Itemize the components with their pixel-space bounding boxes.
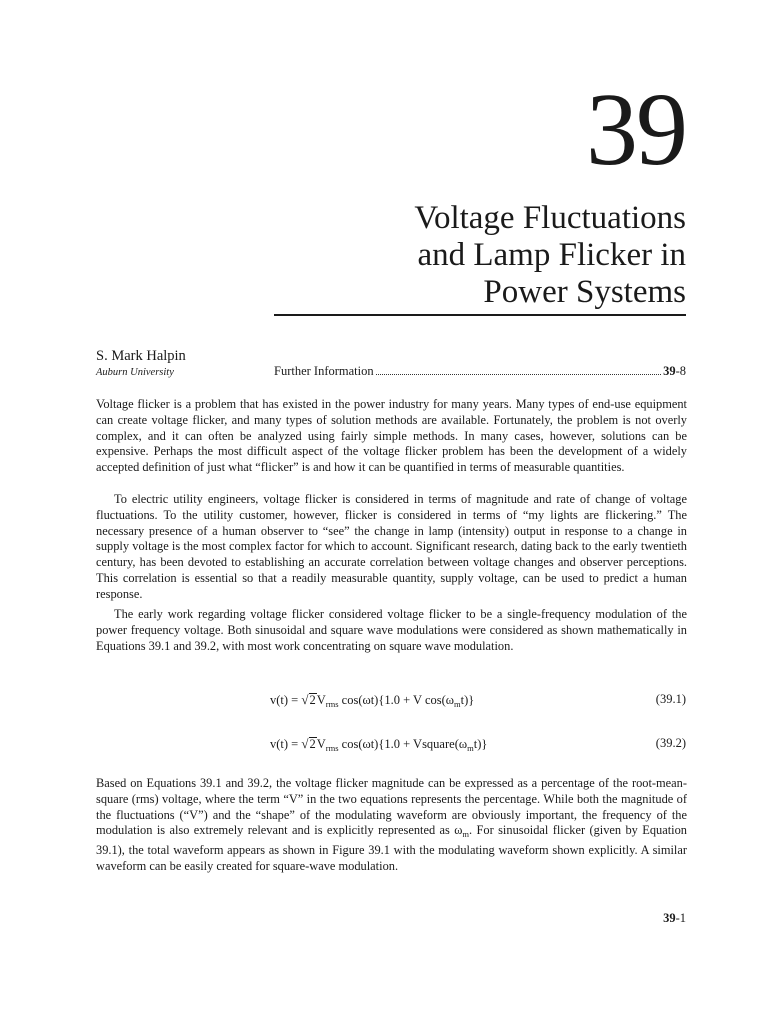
chapter-title (266, 200, 686, 311)
toc-entry-further-information[interactable] (274, 364, 686, 379)
toc-page-number: 39-8 (663, 364, 686, 378)
equation-number: (39.2) (655, 736, 686, 750)
title-rule (274, 314, 686, 316)
author-name: S. Mark Halpin (96, 348, 186, 364)
chapter-title-line: Power Systems (483, 274, 686, 310)
toc-leader (376, 374, 661, 375)
paragraph-flicker-magnitude: Based on Equations 39.1 and 39.2, the voltage flicker magnitude can be expressed as a percentage of the root-mean-square (rms) voltage, where the term “V” in the two equations represents the percentage. While both the magnitude of the fluctuations (“V”) and the “shape” of the modulating waveform are obviously important, the frequency of the modulation is also extremely relevant and is explicitly represented as $\omega_m$. For sinusoidal flicker (given by Equation 39.1), the total waveform appears as shown in Figure 39.1 with the modulating waveform shown explicitly. A similar waveform can be easily created for square-wave modulation. (96, 776, 687, 873)
author-affiliation: Auburn University (96, 367, 174, 378)
paragraph-early-work: The early work regarding voltage flicker considered voltage flicker to be a single-frequency modulation of the power frequency voltage. Both sinusoidal and square wave modulations were considered as shown mathematically in Equations 39.1 and 39.2, with most work concentrating on square wave modulation. (96, 607, 687, 653)
page-folio: 39-1 (663, 911, 686, 925)
chapter-title-line: Voltage Fluctuations (414, 200, 686, 236)
equation-39-2: $v(t) = √2V_{rms}$ $\cos(\omega t)\{1.0 + Vsquare(\omega_mt)\}$ (39.2) (270, 736, 686, 753)
paragraph-utility-engineers: To electric utility engineers, voltage flicker is considered in terms of magnitude and rate of change of voltage fluctuations. To the utility customer, however, flicker is considered in terms of “my lights are flickering.” The necessary presence of a human observer to “see” the change in lamp (intensity) output in response to a change in supply voltage is the most complex factor for which to account. Significant research, dating back to the early twentieth century, has been devoted to establishing an accurate correlation between voltage changes and observer perceptions. This correlation is essential so that a readily measurable quantity, supply voltage, can be used to predict a human response. (96, 492, 687, 601)
chapter-title-line: and Lamp Flicker in (417, 237, 686, 273)
toc-entry-label: Further Information (274, 364, 374, 378)
chapter-number: 39 (586, 72, 686, 187)
equation-39-1: $v(t) = √2V_{rms}$ cos(ωt){1.0 + V $\cos(\omega_mt)$} (39.1) (270, 692, 686, 709)
equation-number: (39.1) (655, 692, 686, 706)
paragraph-intro: Voltage flicker is a problem that has existed in the power industry for many years. Many types of end-use equipment can create voltage flicker, and many types of solution methods are available. Fortunately, the problem is not overly complex, and it can often be analyzed using fairly simple methods. In many cases, however, solutions can be expensive. Perhaps the most difficult aspect of the voltage flicker problem has been the development of a widely accepted definition of just what “flicker” is and how it can be quantified in terms of measurable quantities. (96, 397, 687, 475)
